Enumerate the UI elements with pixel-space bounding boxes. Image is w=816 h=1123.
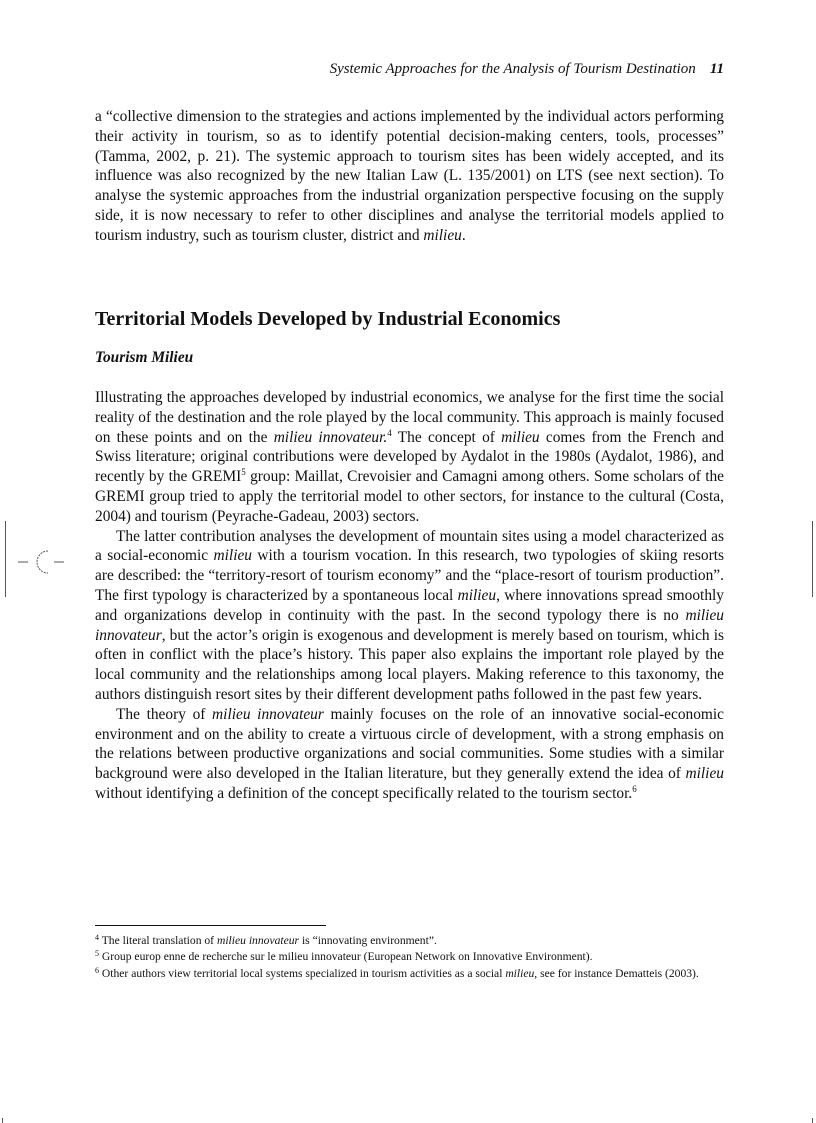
emphasis: milieu innovateur (212, 705, 324, 723)
emphasis: milieu (457, 586, 497, 604)
text-run: is “innovating environment”. (299, 934, 437, 947)
running-head-title: Systemic Approaches for the Analysis of Tourism Destination (329, 61, 696, 77)
text-run: mainly focuses on the role of an innovative social-economic environment and on the ability to create a virtuous circle of development, with a strong emphasis on the relations between productive organizations and social communities. Some studies with a similar background were also developed in the Italian literature, but they generally extend the idea of (95, 705, 724, 783)
paragraph-theory (95, 705, 724, 804)
running-head (95, 61, 724, 78)
paragraph-milieu-intro (95, 388, 724, 527)
intro-text-end: . (461, 226, 466, 244)
text-run: The concept of (391, 428, 502, 446)
text-run: , where innovations spread smoothly and organizations develop in continuity with the past. In the second typology there is no (95, 586, 724, 624)
text-run: The latter contribution analyses the development of mountain sites using a model characterized as a social-economic (95, 527, 724, 565)
paragraph-skiing-resorts (95, 527, 724, 705)
text-run: The theory of (116, 705, 213, 723)
text-run: , but the actor’s origin is exogenous and development is merely based on tourism, which is often in conflict with the place’s history. This paper also explains the important role played by the local community and the relationships among local players. Making reference to this taxonomy, the authors distinguish resort sites by their different development paths followed in the past few years. (95, 626, 724, 703)
intro-paragraph-text (95, 107, 724, 246)
crop-tick-bottom-left (2, 1118, 3, 1123)
footnote-ref-6: 6 (632, 783, 637, 794)
footnote-ref-5: 5 (241, 467, 246, 478)
section-heading: Territorial Models Developed by Industrial Economics (95, 308, 561, 330)
footnote-number: 4 (95, 933, 99, 942)
crop-mark-right (812, 521, 813, 597)
text-run: group: Maillat, Crevoisier and Camagni among others. Some scholars of the GREMI group tried to apply the territorial model to other sectors, for instance to the cultural (Costa, 2004) and tourism (Peyrache-Gadeau, 2003) sectors. (95, 468, 725, 525)
text-run: Illustrating the approaches developed by industrial economics, we analyse for the first time the social reality of the destination and the role played by the local community. This approach is mainly focused on these points and on the (95, 389, 724, 446)
intro-emphasis: milieu (423, 226, 462, 244)
emphasis: milieu innovateur. (273, 428, 388, 446)
footnote-5 (95, 949, 724, 965)
emphasis: milieu (501, 428, 540, 446)
section-body (95, 388, 724, 804)
footnote-6 (95, 966, 724, 982)
footnote-rule (95, 925, 326, 926)
intro-text: a “collective dimension to the strategies and actions implemented by the individual actors performing their activity in tourism, so as to identify potential decision-making centers, tools, processes” (Tamma, 2002, p. 21). The systemic approach to tourism sites has been widely accepted, and its influence was also recognized by the new Italian Law (L. 135/2001) on LTS (see next section). To analyse the systemic approaches from the industrial organization perspective focusing on the supply side, it is now necessary to refer to other disciplines and analyse the territorial models applied to tourism industry, such as tourism cluster, district and (95, 108, 724, 244)
page-number: 11 (709, 61, 724, 77)
footnote-number: 5 (95, 949, 99, 959)
emphasis: milieu innovateur (216, 934, 300, 947)
crop-tick-bottom-right (812, 1118, 813, 1123)
intro-paragraph (95, 107, 724, 246)
registration-mark-icon (18, 547, 68, 577)
emphasis: milieu (685, 765, 724, 783)
emphasis: milieu (505, 966, 535, 980)
text-run: , see for instance Dematteis (2003). (534, 966, 699, 980)
text-run: The literal translation of (99, 934, 217, 947)
text-run: Other authors view territorial local systems specialized in tourism activities as a social (99, 966, 506, 980)
footnote-number: 6 (95, 965, 99, 975)
text-run: with a tourism vocation. In this research, two typologies of skiing resorts are described: the “territory-resort of tourism economy” and the “place-resort of tourism production”. The first typology is characterized by a spontaneous local (95, 547, 724, 604)
footnote-4 (95, 933, 724, 949)
emphasis: milieu innovateur (95, 606, 724, 644)
text-run: comes from the French and Swiss literature; original contributions were developed by Aydalot in the 1980s (Aydalot, 1986), and recently by the GREMI (95, 428, 724, 486)
subsection-heading: Tourism Milieu (95, 349, 194, 366)
footnotes (95, 933, 724, 982)
text-run: Group europ enne de recherche sur le milieu innovateur (European Network on Innovative Environment). (99, 950, 593, 964)
crop-mark-left (5, 521, 6, 597)
emphasis: milieu (213, 547, 253, 565)
footnote-ref-4: 4 (387, 427, 392, 438)
text-run: without identifying a definition of the concept specifically related to the tourism sector. (95, 784, 633, 802)
